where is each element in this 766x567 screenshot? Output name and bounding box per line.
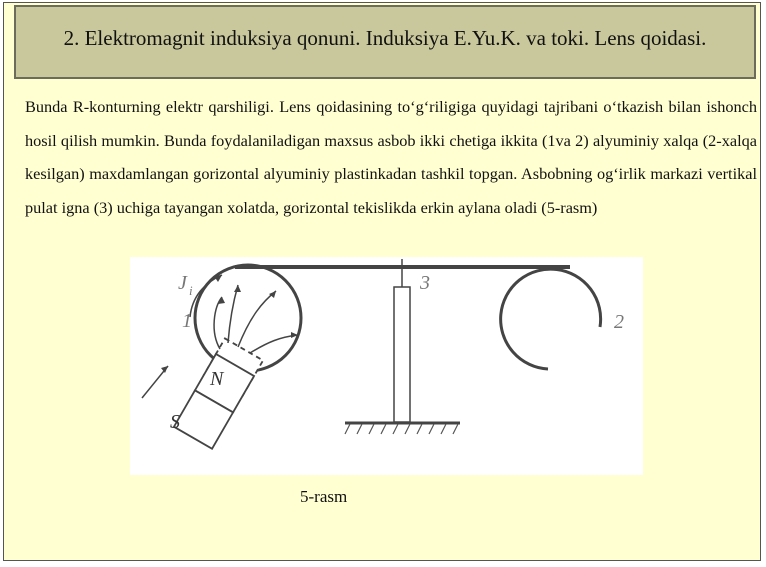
field-arrowheads — [218, 285, 298, 338]
slide-body-text: Bunda R-konturning elektr qarshiligi. Lens qoidasining to‘g‘riligiga quyidagi tajribani o‘tkazish bilan ishonch hosil qilish mumkin. Bunda foydalaniladigan maxsus asbob ikki chetiga ikkita (1va 2) alyuminiy xalqa (2-xalqa kesilgan) maxdamlangan gorizontal alyuminiy plastinkadan tashkil topgan. Asbobning og‘irlik markazi vertikal pulat igna (3) uchiga tayangan xolatda, gorizontal tekislikda erkin aylana oladi (5-rasm) — [25, 97, 757, 217]
figure-5 — [130, 257, 643, 475]
magnet-south-label: S — [170, 411, 180, 433]
ring-2 — [501, 269, 601, 369]
ring-1-label: 1 — [182, 310, 192, 332]
figure-caption: 5-rasm — [300, 487, 348, 506]
needle-label: 3 — [420, 272, 430, 294]
slide-title: 2. Elektromagnit induksiya qonuni. Induksiya E.Yu.K. va toki. Lens qoidasi. — [14, 5, 756, 79]
current-label: J — [178, 272, 187, 294]
base-hatching — [345, 424, 458, 434]
stand-post — [394, 287, 410, 422]
bar-magnet — [174, 338, 263, 448]
lenz-apparatus-diagram — [130, 257, 643, 475]
current-subscript: i — [189, 283, 193, 298]
magnet-north-label: N — [210, 368, 224, 390]
ring-2-label: 2 — [614, 311, 624, 333]
motion-arrow-head — [161, 366, 168, 373]
